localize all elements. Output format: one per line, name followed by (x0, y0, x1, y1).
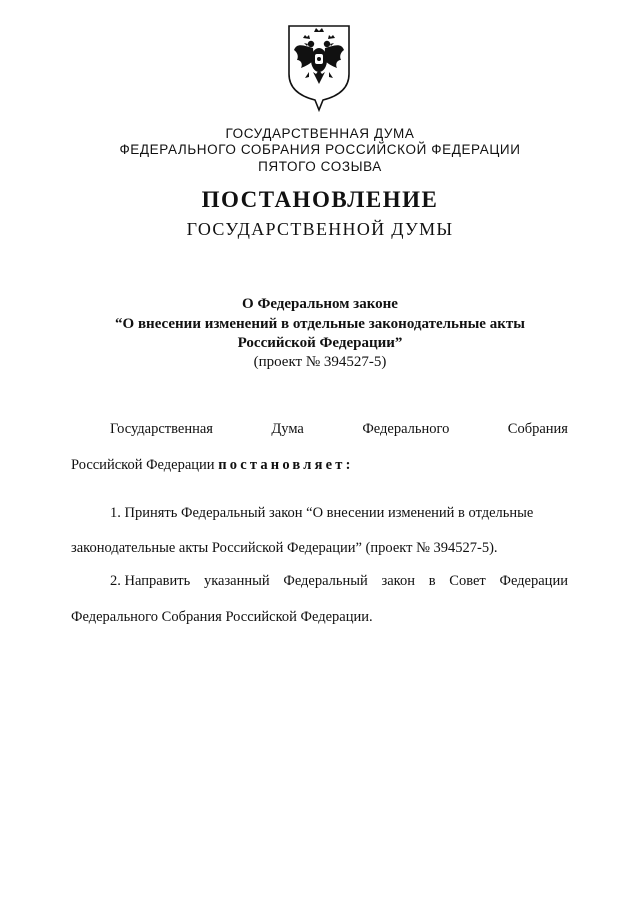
preamble-word-4: Собрания (507, 421, 568, 437)
state-emblem-icon (285, 22, 353, 112)
item-2-word-7: Федерации (499, 573, 568, 589)
item-2-line-2: Федерального Собрания Российской Федерации. (71, 609, 373, 625)
item-2-word-1: 2. Направить (110, 573, 191, 589)
item-1-line-1: 1. Принять Федеральный закон “О внесении изменений в отдельные (110, 505, 534, 521)
item-1-line-2: законодательные акты Российской Федерации” (проект № 394527-5). (71, 540, 498, 556)
item-2-word-4: закон (381, 573, 415, 589)
preamble-line-2 (71, 457, 568, 474)
document-type: ПОСТАНОВЛЕНИЕ (201, 187, 439, 212)
header-line-3: ПЯТОГО СОЗЫВА (258, 159, 382, 174)
decree-word: постановляет: (218, 457, 354, 473)
header-line-2: ФЕДЕРАЛЬНОГО СОБРАНИЯ РОССИЙСКОЙ ФЕДЕРАЦИИ (119, 142, 521, 157)
header-line-1: ГОСУДАРСТВЕННАЯ ДУМА (225, 126, 415, 141)
preamble-word-2: Дума (271, 421, 304, 437)
item-2-line-1 (71, 573, 568, 590)
subject-line-3: Российской Федерации” (237, 335, 403, 351)
preamble-line-1 (71, 421, 568, 438)
item-2-word-2: указанный (203, 573, 270, 589)
issuer-name: ГОСУДАРСТВЕННОЙ ДУМЫ (186, 219, 454, 239)
item-2-word-6: Совет (449, 573, 486, 589)
item-2-word-3: Федеральный (283, 573, 368, 589)
preamble-line-2-start: Российской Федерации (71, 457, 219, 473)
preamble-word-1: Государственная (110, 421, 213, 437)
preamble-word-3: Федерального (362, 421, 450, 437)
project-number: (проект № 394527-5) (253, 354, 387, 370)
item-2-word-5: в (428, 573, 436, 589)
subject-line-1: О Федеральном законе (242, 296, 398, 312)
subject-line-2: “О внесении изменений в отдельные законодательные акты (115, 316, 525, 332)
